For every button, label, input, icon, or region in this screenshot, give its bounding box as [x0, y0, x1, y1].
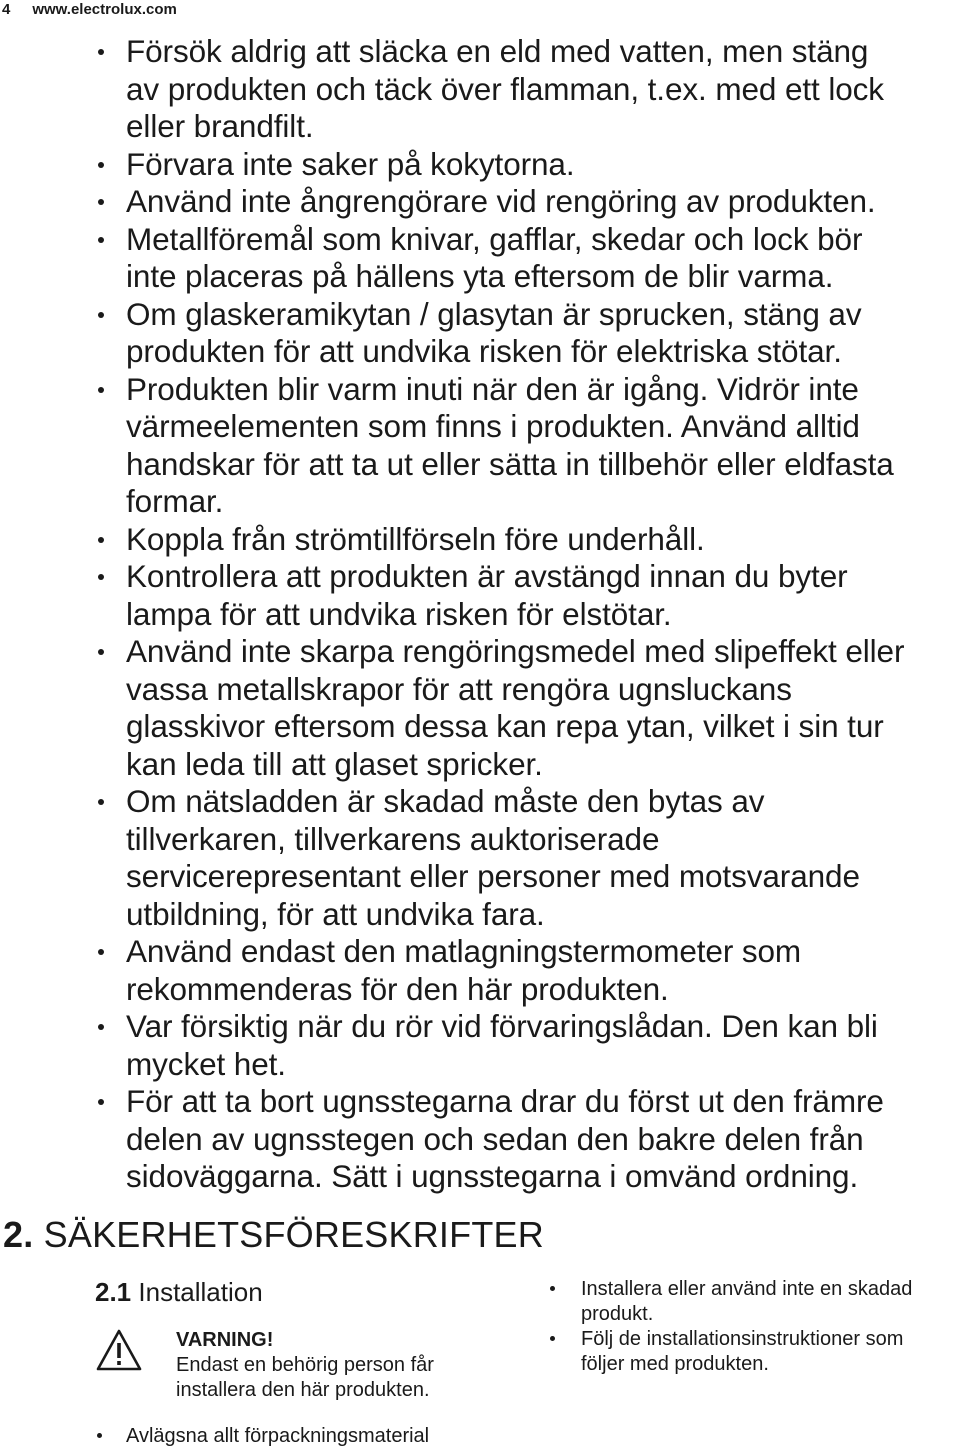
list-item-line: produkten för att undvika risken för elektriska stötar.	[126, 333, 842, 369]
installation-list-item	[0, 1327, 912, 1377]
safety-list-item	[0, 1083, 960, 1196]
list-item-line: Produkten blir varm inuti när den är igång. Vidrör inte	[126, 370, 859, 407]
installation-list-left	[0, 1424, 429, 1449]
safety-list-item	[0, 371, 960, 521]
list-item-line: glasskivor eftersom dessa kan repa ytan, vilket i sin tur	[126, 708, 884, 744]
safety-list-item	[0, 296, 960, 371]
list-item-line: produkt.	[581, 1303, 654, 1325]
safety-list-item	[0, 1008, 960, 1083]
list-item-line: Kontrollera att produkten är avstängd innan du byter	[126, 558, 848, 594]
subsection-number: 2.1	[95, 1277, 132, 1307]
safety-list-item	[0, 633, 960, 783]
list-item-line: inte placeras på hällens yta eftersom de blir varma.	[126, 258, 834, 294]
list-item-line: För att ta bort ugnsstegarna drar du först ut den främre	[126, 1083, 884, 1119]
warning-title: VARNING!	[176, 1329, 274, 1351]
safety-list-item	[0, 33, 960, 146]
list-item-line: servicerepresentant eller personer med motsvarande	[126, 858, 860, 894]
safety-list-item	[0, 521, 960, 559]
safety-list-item	[0, 558, 960, 633]
list-item-line: Försök aldrig att släcka en eld med vatten, men stäng	[126, 33, 869, 69]
list-item-line: Metallföremål som knivar, gafflar, skedar och lock bör	[126, 220, 863, 257]
installation-list-right	[0, 1277, 912, 1377]
list-item-line: lampa för att undvika risken för elstötar.	[126, 595, 672, 632]
section-number: 2.	[3, 1214, 34, 1255]
list-item-line: tillverkaren, tillverkarens auktoriserade	[126, 820, 660, 857]
list-item-line: av produkten och täck över flamman, t.ex. med ett lock	[126, 70, 884, 107]
section-title: SÄKERHETSFÖRESKRIFTER	[43, 1214, 544, 1255]
list-item-line: kan leda till att glaset spricker.	[126, 745, 543, 782]
list-item-line: Använd inte ångrengörare vid rengöring av produkten.	[126, 183, 876, 219]
warning-text-line-2: installera den här produkten.	[176, 1379, 430, 1401]
list-item-line: Använd inte skarpa rengöringsmedel med slipeffekt eller	[126, 633, 905, 669]
list-item-line: Om glaskeramikytan / glasytan är sprucken, stäng av	[126, 295, 862, 332]
safety-list-item	[0, 933, 960, 1008]
subsection-title: Installation	[138, 1277, 263, 1307]
installation-list-item	[0, 1277, 912, 1327]
list-item-line: Var försiktig när du rör vid förvaringslådan. Den kan bli	[126, 1008, 878, 1044]
list-item-line: utbildning, för att undvika fara.	[126, 895, 545, 932]
safety-list-item	[0, 146, 960, 184]
safety-bullet-list	[0, 33, 960, 1196]
page-header	[2, 0, 177, 20]
list-item-line: rekommenderas för den här produkten.	[126, 970, 669, 1007]
list-item-line: sidoväggarna. Sätt i ugnsstegarna i omvänd ordning.	[126, 1158, 859, 1194]
list-item-line: formar.	[126, 483, 224, 519]
section-heading	[3, 1214, 544, 1256]
safety-list-item	[0, 221, 960, 296]
list-item-line: Förvara inte saker på kokytorna.	[126, 145, 575, 182]
installation-list-item	[0, 1424, 429, 1449]
list-item-line: vassa metallskrapor för att rengöra ugnsluckans	[126, 670, 792, 707]
list-item-line: handskar för att ta ut eller sätta in tillbehör eller eldfasta	[126, 445, 894, 482]
list-item-line: Koppla från strömtillförseln före underhåll.	[126, 520, 705, 557]
list-item-line: Avlägsna allt förpackningsmaterial	[126, 1425, 430, 1447]
list-item-line: Följ de installationsinstruktioner som	[581, 1328, 904, 1350]
website-url: www.electrolux.com	[32, 1, 177, 18]
list-item-line: delen av ugnsstegen och sedan den bakre delen från	[126, 1120, 864, 1157]
safety-list-item	[0, 183, 960, 221]
list-item-line: följer med produkten.	[581, 1353, 769, 1375]
list-item-line: eller brandfilt.	[126, 108, 314, 144]
list-item-line: värmeelementen som finns i produkten. Använd alltid	[126, 408, 860, 444]
list-item-line: Om nätsladden är skadad måste den bytas av	[126, 783, 765, 819]
warning-text-line-1: Endast en behörig person får	[176, 1354, 434, 1376]
list-item-line: mycket het.	[126, 1045, 286, 1082]
list-item-line: Installera eller använd inte en skadad	[581, 1278, 913, 1300]
list-item-line: Använd endast den matlagningstermometer som	[126, 933, 802, 969]
page-number: 4	[2, 1, 11, 18]
safety-list-item	[0, 783, 960, 933]
